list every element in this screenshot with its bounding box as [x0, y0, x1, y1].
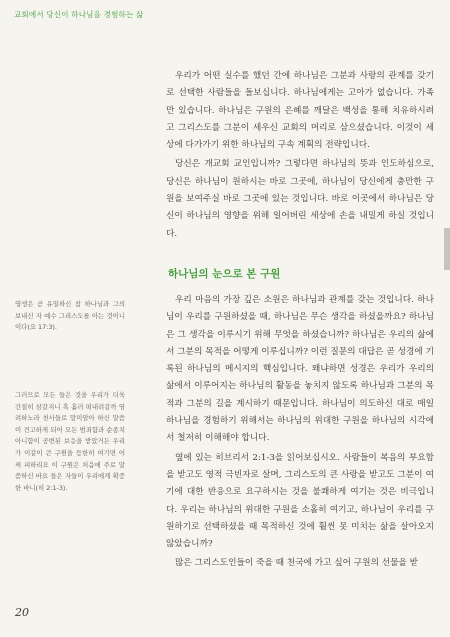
page-edge-tab	[444, 228, 450, 270]
paragraph: 우리가 어떤 실수를 했던 간에 하나님은 그분과 사랑의 관계를 갖기로 선택한 사람들을 돌보십니다. 하나님에게는 고아가 없습니다. 가족만 있습니다. 하나님은 구원의 은혜를 깨달은 백성을 통해 치유하시려고 그리스도를 그분이 세우신 교회의 머리로 삼으셨습니다. 이것이 세상에 다가가기 위한 하나님의 구속 계획의 전략입니다.	[166, 71, 434, 151]
paragraph: 우리 마음의 가장 깊은 소원은 하나님과 관계를 갖는 것입니다. 하나님이 우리를 구원하셨을 때, 하나님은 무슨 생각을 하셨을까요? 하나님은 그 생각을 이루시기 위해 무엇을 하셨습니까? 하나님은 우리의 삶에서 그분의 목적을 어떻게 이루십니까? 이런 질문의 대답은 곧 성경에 기록된 하나님의 메시지의 핵심입니다. 왜냐하면 성경은 우리가 우리의 삶에서 이루어지는 하나님의 활동을 놓치지 않도록 하나님과 그분의 목적과 그분의 길을 계시하기 때문입니다. 하나님이 의도하신 대로 매일 하나님을 경험하기 위해서는 하나님의 위대한 구원을 하나님의 시각에서 철저히 이해해야 합니다.	[166, 295, 434, 444]
side-note-scripture: 그러므로 모든 들은 것을 우리가 더욱 간절히 삼갈지니 혹 흘러 떠내려갈까 염려하노라 천사들로 말미암아 하신 말씀이 견고하게 되어 모든 범죄함과 순종치 아니함이 공변된 보응을 받았거든 우리가 이같이 큰 구원을 등한히 여기면 어찌 피하리요 이 구원은 처음에 주로 말씀하신 바요 들은 자들이 우리에게 확증한 바니(히 2:1-3).	[15, 391, 125, 492]
page-number: 20	[15, 606, 29, 619]
paragraph: 옆에 있는 히브리서 2:1-3을 읽어보십시오. 사람들이 복음의 부요함을 받고도 영적 극빈자로 살며, 그리스도의 큰 사랑을 받고도 그분이 여기에 대한 반응으로 요구하시는 것을 불쾌하게 여기는 것은 비극입니다. 우리는 하나님의 위대한 구원을 소홀히 여기고, 하나님이 우리를 구원하기로 선택하셨을 때 목적하신 것에 훨씬 못 미치는 삶을 살아오지 않았습니까?	[166, 452, 434, 550]
section-title: 하나님의 눈으로 본 구원	[168, 268, 281, 280]
section-intro	[166, 68, 434, 245]
running-header: 교회에서 당신이 하나님을 경험하는 삶	[14, 10, 144, 19]
paragraph: 많은 그리스도인들이 죽을 때 천국에 가고 싶어 구원의 선물을 받	[175, 558, 419, 569]
paragraph: 당신은 개교회 교인입니까? 그렇다면 하나님의 뜻과 인도하심으로, 당신은 하나님이 원하시는 바로 그곳에, 하나님이 당신에게 충만한 구원을 보여주실 바로 그곳에 있는 것입니다. 바로 이곳에서 하나님은 당신이 하나님의 영향을 위해 일어버린 세상에 손을 내밀게 하실 것입니다.	[166, 159, 434, 239]
section-salvage	[166, 292, 434, 575]
side-note-scripture: 영생은 곧 유일하신 참 하나님과 그의 보내신 자 예수 그리스도를 아는 것이니이다(요 17:3).	[15, 300, 125, 332]
